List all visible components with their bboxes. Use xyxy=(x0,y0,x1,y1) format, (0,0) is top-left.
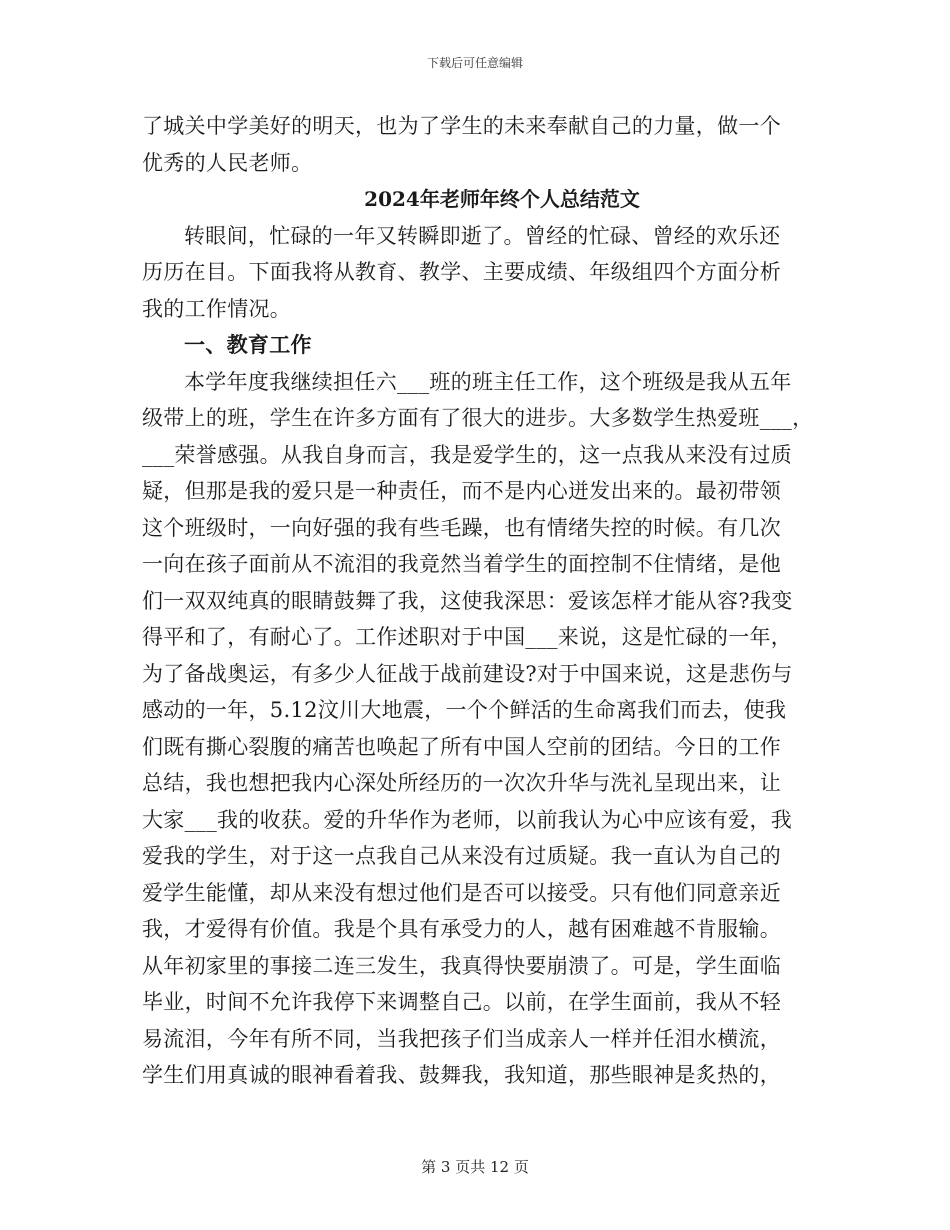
paragraph-line: 们一双双纯真的眼睛鼓舞了我，这使我深思：爱该怎样才能从容?我变 xyxy=(142,588,793,613)
paragraph-line: 学生们用真诚的眼神看着我、鼓舞我，我知道，那些眼神是炙热的， xyxy=(142,1063,781,1087)
paragraph-line: 转眼间，忙碌的一年又转瞬即逝了。曾经的忙碌、曾经的欢乐还 xyxy=(184,223,781,248)
page-footer: 第 3 页共 12 页 xyxy=(421,1158,529,1176)
paragraph-line: 优秀的人民老师。 xyxy=(142,150,313,175)
paragraph-line: 这个班级时，一向好强的我有些毛躁，也有情绪失控的时候。有几次 xyxy=(142,515,781,540)
document-title: 2024年老师年终个人总结范文 xyxy=(364,187,640,211)
paragraph-line: 疑，但那是我的爱只是一种责任，而不是内心迸发出来的。最初带领 xyxy=(142,479,781,503)
paragraph-line: 得平和了，有耐心了。工作述职对于中国___来说，这是忙碌的一年， xyxy=(142,625,793,649)
paragraph-line: 从年初家里的事接二连三发生，我真得快要崩溃了。可是，学生面临 xyxy=(142,953,781,978)
paragraph-line: 了城关中学美好的明天，也为了学生的未来奉献自己的力量，做一个 xyxy=(142,114,781,138)
paragraph-line: 们既有撕心裂腹的痛苦也唤起了所有中国人空前的团结。今日的工作 xyxy=(142,734,781,759)
paragraph-line: 级带上的班，学生在许多方面有了很大的进步。大多数学生热爱班___， xyxy=(142,406,814,430)
paragraph-line: 总结，我也想把我内心深处所经历的一次次升华与洗礼呈现出来，让 xyxy=(142,771,781,795)
paragraph-line: 大家___我的收获。爱的升华作为老师，以前我认为心中应该有爱，我 xyxy=(142,807,793,832)
paragraph-line: 毕业，时间不允许我停下来调整自己。以前，在学生面前，我从不轻 xyxy=(142,990,781,1014)
paragraph-line: 感动的一年，5.12汶川大地震，一个个鲜活的生命离我们而去，使我 xyxy=(142,698,787,722)
header-note: 下载后可任意编辑 xyxy=(426,56,523,70)
document-body xyxy=(142,108,822,1094)
paragraph-line: 爱学生能懂，却从来没有想过他们是否可以接受。只有他们同意亲近 xyxy=(142,880,781,905)
paragraph-line: 我的工作情况。 xyxy=(142,296,292,321)
paragraph-line: 易流泪，今年有所不同，当我把孩子们当成亲人一样并任泪水横流， xyxy=(142,1026,781,1051)
paragraph-line: 历历在目。下面我将从教育、教学、主要成绩、年级组四个方面分析 xyxy=(142,260,781,284)
section-heading: 一、教育工作 xyxy=(184,332,312,357)
paragraph-line: ___荣誉感强。从我自身而言，我是爱学生的，这一点我从来没有过质 xyxy=(142,442,793,467)
paragraph-line: 我，才爱得有价值。我是个具有承受力的人，越有困难越不肯服输。 xyxy=(142,917,781,941)
paragraph-line: 爱我的学生，对于这一点我自己从来没有过质疑。我一直认为自己的 xyxy=(142,844,781,868)
paragraph-line: 为了备战奥运，有多少人征战于战前建设?对于中国来说，这是悲伤与 xyxy=(142,661,793,686)
paragraph-line: 一向在孩子面前从不流泪的我竟然当着学生的面控制不住情绪，是他 xyxy=(142,552,781,576)
paragraph-line: 本学年度我继续担任六___班的班主任工作，这个班级是我从五年 xyxy=(184,369,792,394)
